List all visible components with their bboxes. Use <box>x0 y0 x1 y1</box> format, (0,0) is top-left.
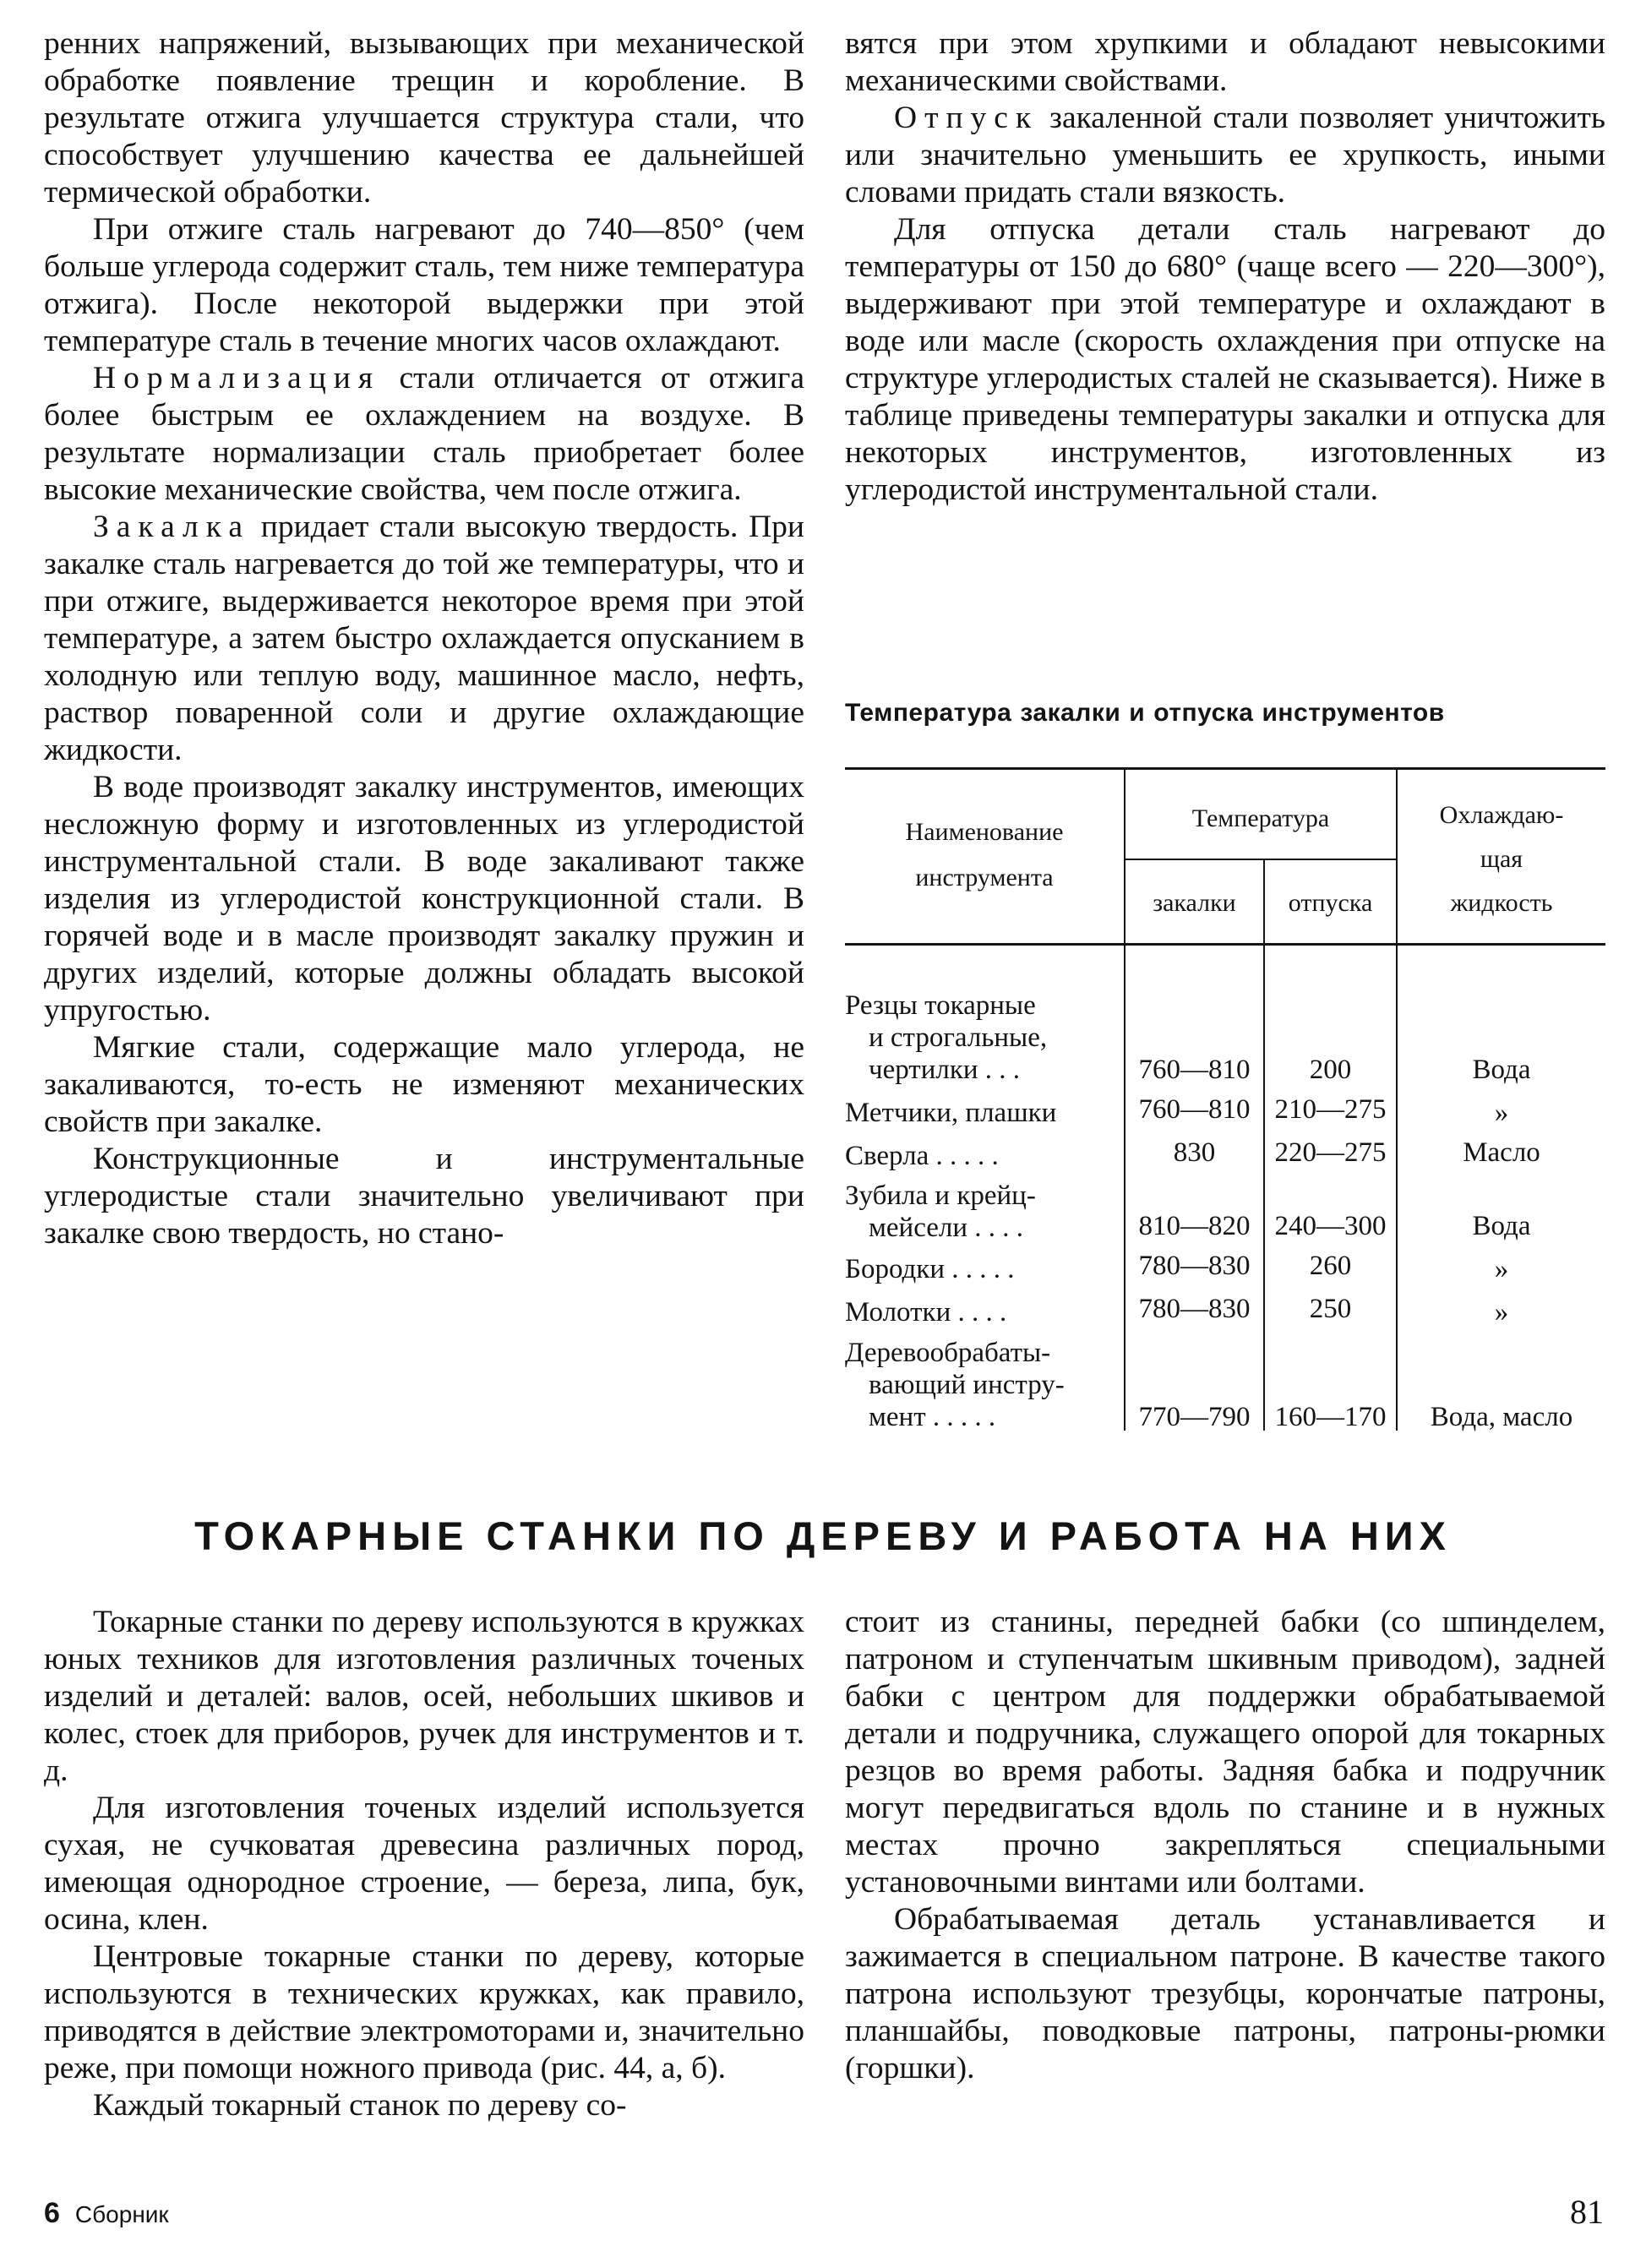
quench-value: 780—830 <box>1138 1294 1251 1324</box>
tool-name-line: Молотки . . . . <box>845 1297 1007 1328</box>
right-column-bottom <box>845 1604 1605 2087</box>
title-word: Температура <box>845 699 1012 727</box>
paragraph: Мягкие стали, содержащие мало углерода, не закаливаются, то-есть не изменяют механических свойств при закалке. <box>44 1030 804 1139</box>
tool-name-line: мейсели . . . . <box>869 1213 1024 1243</box>
quench-value: 770—790 <box>1138 1402 1251 1432</box>
signature-text: Сборник <box>74 2201 169 2227</box>
coolant-value: Вода <box>1472 1211 1531 1241</box>
paragraph: Токарные станки по дереву используются в кружках юных техников для изготовления различных точеных изделий и деталей: валов, осей, небольших шкивов и колес, стоек для приборов, ручек для инструментов и т. д. <box>44 1605 804 1788</box>
tool-name-line: мент . . . . . <box>869 1402 996 1432</box>
term-tempering: Отпуск <box>894 101 1039 135</box>
header-quench: закалки <box>1153 889 1236 917</box>
coolant-value: » <box>1494 1098 1509 1128</box>
paragraph: Центровые токарные станки по дереву, которые используются в технических кружках, как правило, приводятся в действие электромоторами и, значительно реже, при помощи ножного привода (рис. 44, а, б). <box>44 1939 804 2085</box>
paragraph: Для изготовления точеных изделий используется сухая, не сучковатая древесина различных пород, имеющая однородное строение, — береза, липа, бук, осина, клен. <box>44 1791 804 1937</box>
paragraph: В воде производят закалку инструментов, имеющих несложную форму и изготовленных из углеродистой инструментальной стали. В воде закаливают также изделия из углеродистой конструкционной стали. В горячей воде и в масле производят закалку пружин и других изделий, которые должны обладать высокой упругостью. <box>44 770 804 1028</box>
header-coolant-line1: Охлаждаю- <box>1439 801 1564 829</box>
tool-name <box>845 1253 1115 1285</box>
left-column-bottom <box>44 1604 804 2124</box>
paragraph <box>44 360 804 509</box>
temper-value: 160—170 <box>1274 1402 1387 1432</box>
coolant-value: Масло <box>1463 1137 1540 1168</box>
left-column-top <box>44 25 804 1252</box>
term-normalization: Нормализация <box>93 361 381 395</box>
tool-name-line: Зубила и крейц- <box>845 1180 1036 1211</box>
title-word: закалки <box>1020 699 1121 727</box>
paragraph: стоит из станины, передней бабки (со шпинделем, патроном и ступенчатым шкивным приводом), задней бабки с центром для поддержки обрабатываемой детали и подручника, служащего опорой для токарных резцов во время работы. Задняя бабка и подручник могут передвигаться вдоль по станине и в нужных местах прочно закрепляться специальными установочными винтами или болтами. <box>845 1605 1605 1900</box>
tool-name-line: чертилки . . . <box>869 1055 1021 1085</box>
paragraph-text: придает стали высокую твердость. При закалке сталь нагревается до той же температуры, что и при отжиге, выдерживается некоторое время при этой температуре, а затем быстро охлаждается опусканием в холодную или теплую воду, машинное масло, нефть, раствор поваренной соли и другие охлаждающие жидкости. <box>44 510 804 767</box>
quench-value: 760—810 <box>1138 1055 1251 1085</box>
right-column-top <box>845 25 1605 509</box>
tool-name <box>845 1337 1115 1433</box>
temper-value: 240—300 <box>1274 1211 1387 1241</box>
temper-value: 220—275 <box>1274 1137 1387 1168</box>
tool-name-line: Метчики, плашки <box>845 1098 1057 1128</box>
quench-value: 780—830 <box>1138 1251 1251 1281</box>
title-word: инструментов <box>1262 699 1445 727</box>
tool-name <box>845 1140 1115 1172</box>
paragraph-text: закаленной стали позволяет уничтожить или значительно уменьшить ее хрупкость, иными словами придать стали вязкость. <box>845 101 1605 210</box>
tool-name-line: и строгальные, <box>869 1022 1048 1053</box>
quench-value: 830 <box>1173 1137 1216 1168</box>
table-top-rule <box>845 767 1605 770</box>
paragraph <box>44 509 804 769</box>
page-number: 81 <box>1570 2193 1604 2231</box>
coolant-value: » <box>1494 1297 1509 1328</box>
tool-name <box>845 1296 1115 1328</box>
tool-name-line: Деревообрабаты- <box>845 1338 1051 1368</box>
tool-name <box>845 1097 1115 1129</box>
temper-value: 210—275 <box>1274 1094 1387 1125</box>
title-word: и <box>1129 699 1146 727</box>
paragraph-text: стали отличается от отжига более быстрым ее охлаждением на воздухе. В результате нормализации сталь приобретает более высокие механические свойства, чем после отжига. <box>44 361 805 507</box>
tool-name-line: Бородки . . . . . <box>845 1254 1015 1284</box>
temper-value: 260 <box>1309 1251 1352 1281</box>
quench-value: 760—810 <box>1138 1094 1251 1125</box>
temper-value: 250 <box>1309 1294 1352 1324</box>
temperature-subrule <box>1124 859 1396 860</box>
paragraph: Конструкционные и инструментальные углеродистые стали значительно увеличивают при закалке свою твердость, но стано- <box>44 1142 804 1251</box>
section-heading: ТОКАРНЫЕ СТАНКИ ПО ДЕРЕВУ И РАБОТА НА НИХ <box>194 1513 1452 1558</box>
tool-name-line: вающий инстру- <box>869 1370 1065 1400</box>
header-temperature: Температура <box>1191 804 1330 832</box>
tool-name <box>845 990 1115 1086</box>
temperature-table <box>845 767 1605 1443</box>
tool-name <box>845 1180 1115 1244</box>
temper-value: 200 <box>1309 1055 1352 1085</box>
paragraph: Обрабатываемая деталь устанавливается и зажимается в специальном патроне. В качестве такого патрона используют трезубцы, корончатые патроны, планшайбы, поводковые патроны, патроны-рюмки (горшки). <box>845 1902 1605 2085</box>
signature-number: 6 <box>44 2197 60 2229</box>
header-coolant-line2: щая <box>1480 845 1523 873</box>
coolant-value: » <box>1494 1254 1509 1284</box>
paragraph: вятся при этом хрупкими и обладают невысокими механическими свойствами. <box>845 26 1605 98</box>
signature-mark <box>44 2197 169 2230</box>
tool-name-line: Резцы токарные <box>845 990 1036 1021</box>
paragraph: Каждый токарный станок по дереву со- <box>93 2088 627 2123</box>
tool-name-line: Сверла . . . . . <box>845 1141 999 1171</box>
table-title <box>845 699 1605 728</box>
paragraph: Для отпуска детали сталь нагревают до температуры от 150 до 680° (чаще всего — 220—300°), выдерживают при этой температуре и охлаждают в воде или масле (скорость охлаждения при отпуске на структуре углеродистых сталей не сказывается). Ниже в таблице приведены температуры закалки и отпуска для некоторых инструментов, изготовленных из углеродистой инструментальной стали. <box>845 212 1605 507</box>
paragraph: При отжиге сталь нагревают до 740—850° (чем больше углерода содержит сталь, тем ниже температура отжига). После некоторой выдержки при этой температуре сталь в течение многих часов охлаждают. <box>44 212 804 358</box>
header-name-line2: инструмента <box>915 864 1054 891</box>
header-name-line1: Наименование <box>905 818 1064 846</box>
paragraph: ренних напряжений, вызывающих при механической обработке появление трещин и коробление. В результате отжига улучшается структура стали, что способствует улучшению качества ее дальнейшей термической обработки. <box>44 26 804 210</box>
paragraph <box>845 100 1605 211</box>
header-bottom-rule <box>845 943 1605 946</box>
title-word: отпуска <box>1153 699 1254 727</box>
quench-value: 810—820 <box>1138 1211 1251 1241</box>
term-quenching: Закалка <box>93 510 251 544</box>
coolant-value: Вода, масло <box>1430 1402 1573 1432</box>
header-coolant-line3: жидкость <box>1450 889 1553 917</box>
header-temper: отпуска <box>1288 889 1373 917</box>
coolant-value: Вода <box>1472 1055 1531 1085</box>
